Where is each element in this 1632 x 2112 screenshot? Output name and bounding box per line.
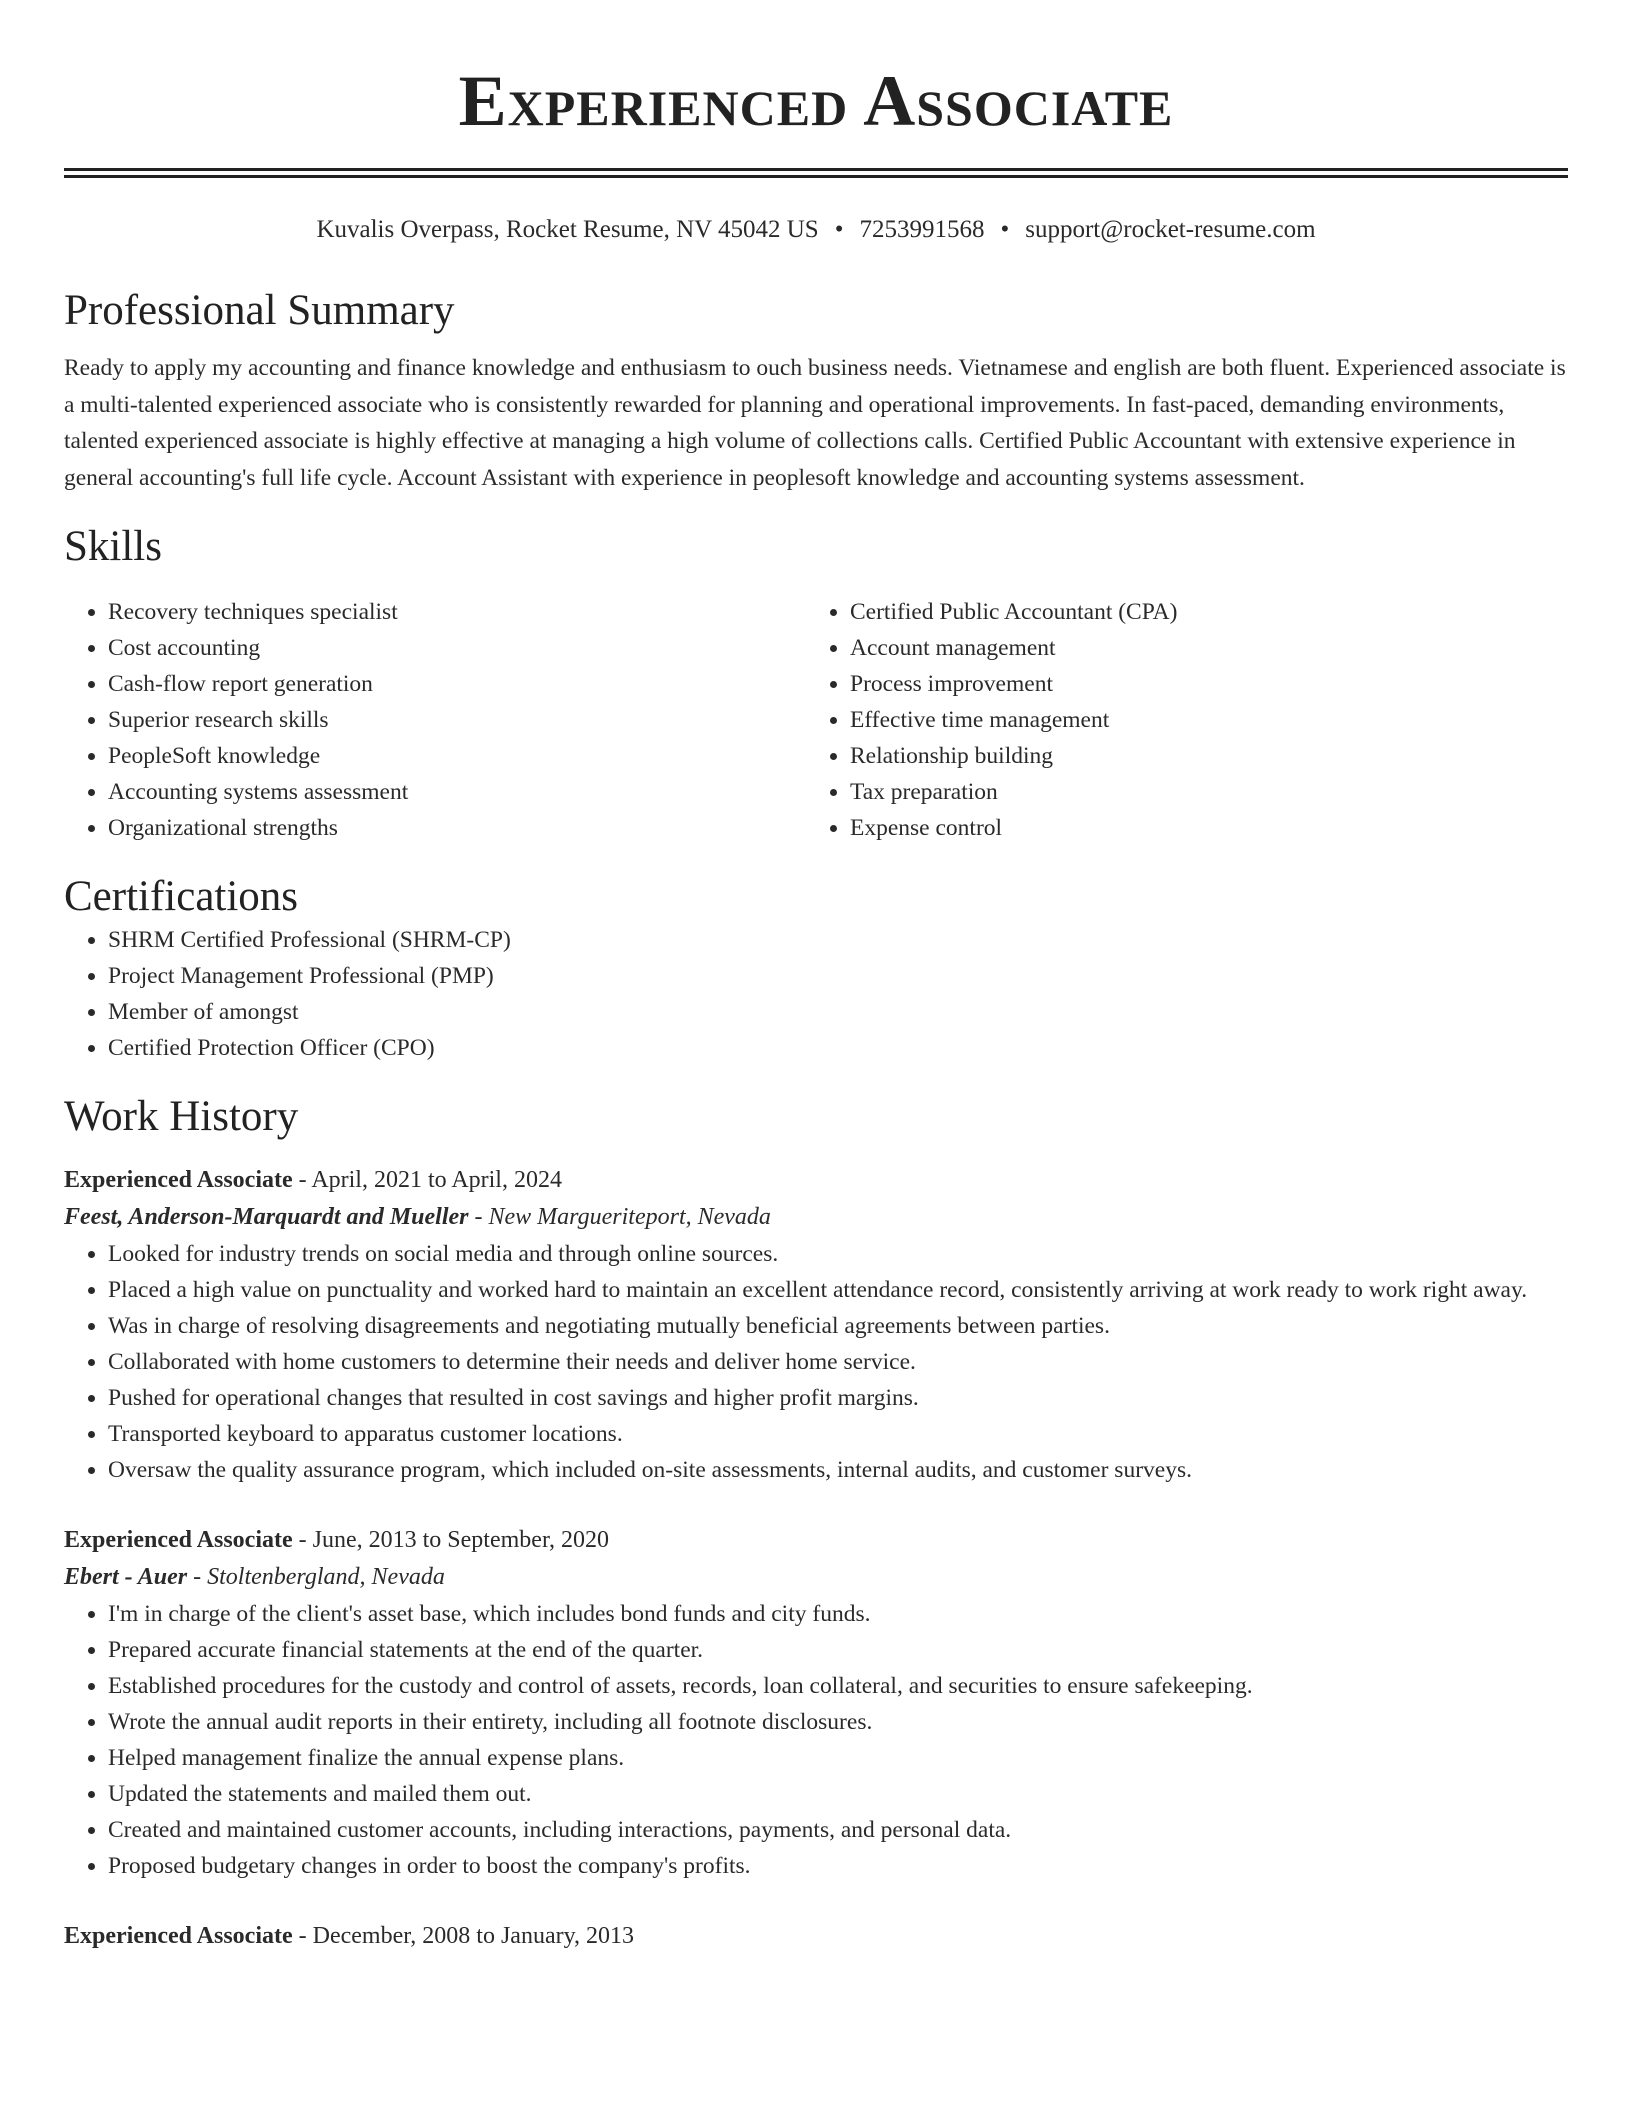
skill-item: • Tax preparation: [850, 774, 1548, 810]
job-bullet: • Transported keyboard to apparatus customer locations.: [108, 1416, 1568, 1452]
job-dates: June, 2013 to September, 2020: [312, 1527, 609, 1553]
skill-item: • Process improvement: [850, 666, 1548, 702]
job-location: Stoltenbergland, Nevada: [207, 1564, 445, 1590]
job-company: Feest, Anderson-Marquardt and Mueller: [64, 1204, 469, 1230]
job-company: Ebert - Auer: [64, 1564, 188, 1590]
job-bullets: [64, 1596, 1568, 1884]
contact-line: [64, 215, 1568, 245]
job-entry: [64, 1162, 1568, 1488]
job-title: Experienced Associate: [64, 1527, 293, 1553]
skill-item: • Cost accounting: [108, 630, 806, 666]
contact-separator: •: [1000, 216, 1010, 243]
resume-name: Experienced Associate: [458, 61, 1174, 141]
skill-item: • Account management: [850, 630, 1548, 666]
skill-item: • Effective time management: [850, 702, 1548, 738]
job-bullet: • I'm in charge of the client's asset base, which includes bond funds and city funds.: [108, 1596, 1568, 1632]
certifications-list: [64, 922, 1568, 1066]
job-bullet: • Wrote the annual audit reports in their entirety, including all footnote disclosures.: [108, 1704, 1568, 1740]
job-header: Experienced Associate - June, 2013 to September, 2020: [64, 1527, 609, 1553]
skill-item: • Expense control: [850, 810, 1548, 846]
job-title: Experienced Associate: [64, 1167, 293, 1193]
skill-item: • Certified Public Accountant (CPA): [850, 594, 1548, 630]
skills-list-right: [806, 594, 1548, 846]
certification-item: • Project Management Professional (PMP): [108, 958, 1568, 994]
job-bullet: • Updated the statements and mailed them out.: [108, 1776, 1568, 1812]
job-company-line: Ebert - Auer - Stoltenbergland, Nevada: [64, 1564, 445, 1590]
certifications-heading: Certifications: [64, 873, 299, 920]
summary-heading: Professional Summary: [64, 287, 455, 334]
skills-columns: [64, 594, 1568, 846]
job-title: Experienced Associate: [64, 1923, 293, 1949]
job-dates: April, 2021 to April, 2024: [311, 1167, 562, 1193]
certification-item: • Certified Protection Officer (CPO): [108, 1030, 1568, 1066]
header-double-rule: [64, 168, 1568, 178]
skills-heading: Skills: [64, 523, 162, 570]
job-bullets: [64, 1236, 1568, 1488]
job-bullet: • Established procedures for the custody and control of assets, records, loan collateral, and securities to ensure safekeeping.: [108, 1668, 1568, 1704]
certification-item: • Member of amongst: [108, 994, 1568, 1030]
skill-item: • Recovery techniques specialist: [108, 594, 806, 630]
job-entry: [64, 1918, 1568, 1955]
job-location: New Margueriteport, Nevada: [488, 1204, 771, 1230]
job-company-line: Feest, Anderson-Marquardt and Mueller - New Margueriteport, Nevada: [64, 1204, 771, 1230]
job-bullet: • Collaborated with home customers to determine their needs and deliver home service.: [108, 1344, 1568, 1380]
job-bullet: • Proposed budgetary changes in order to boost the company's profits.: [108, 1848, 1568, 1884]
job-dates: December, 2008 to January, 2013: [312, 1923, 635, 1949]
skills-list-left: [64, 594, 806, 846]
skill-item: • Organizational strengths: [108, 810, 806, 846]
contact-email: support@rocket-resume.com: [1025, 216, 1316, 243]
job-header: Experienced Associate - December, 2008 to January, 2013: [64, 1923, 635, 1949]
skill-item: • Relationship building: [850, 738, 1548, 774]
summary-text: Ready to apply my accounting and finance knowledge and enthusiasm to ouch business needs. Vietnamese and english are both fluent. Experienced associate is a multi-talented experienced associate who is consistently rewarded for planning and operational improvements. In fast-paced, demanding environments, talented experienced associate is highly effective at managing a high volume of collections calls. Certified Public Accountant with extensive experience in general accounting's full life cycle. Account Assistant with experience in peoplesoft knowledge and accounting systems assessment.: [64, 355, 1566, 491]
job-bullet: • Oversaw the quality assurance program, which included on-site assessments, internal audits, and customer surveys.: [108, 1452, 1568, 1488]
job-bullet: • Placed a high value on punctuality and worked hard to maintain an excellent attendance record, consistently arriving at work ready to work right away.: [108, 1272, 1568, 1308]
skill-item: • PeopleSoft knowledge: [108, 738, 806, 774]
job-entry: [64, 1522, 1568, 1884]
contact-phone: 7253991568: [859, 216, 985, 243]
job-bullet: • Prepared accurate financial statements at the end of the quarter.: [108, 1632, 1568, 1668]
job-bullet: • Helped management finalize the annual expense plans.: [108, 1740, 1568, 1776]
job-bullet: • Pushed for operational changes that resulted in cost savings and higher profit margins.: [108, 1380, 1568, 1416]
job-bullet: • Created and maintained customer accounts, including interactions, payments, and personal data.: [108, 1812, 1568, 1848]
contact-separator: •: [834, 216, 844, 243]
skill-item: • Accounting systems assessment: [108, 774, 806, 810]
contact-address: Kuvalis Overpass, Rocket Resume, NV 45042 US: [316, 216, 819, 243]
work-history-heading: Work History: [64, 1093, 299, 1140]
job-bullet: • Was in charge of resolving disagreements and negotiating mutually beneficial agreements between parties.: [108, 1308, 1568, 1344]
skill-item: • Cash-flow report generation: [108, 666, 806, 702]
job-bullet: • Looked for industry trends on social media and through online sources.: [108, 1236, 1568, 1272]
certification-item: • SHRM Certified Professional (SHRM-CP): [108, 922, 1568, 958]
job-header: Experienced Associate - April, 2021 to April, 2024: [64, 1167, 562, 1193]
skill-item: • Superior research skills: [108, 702, 806, 738]
